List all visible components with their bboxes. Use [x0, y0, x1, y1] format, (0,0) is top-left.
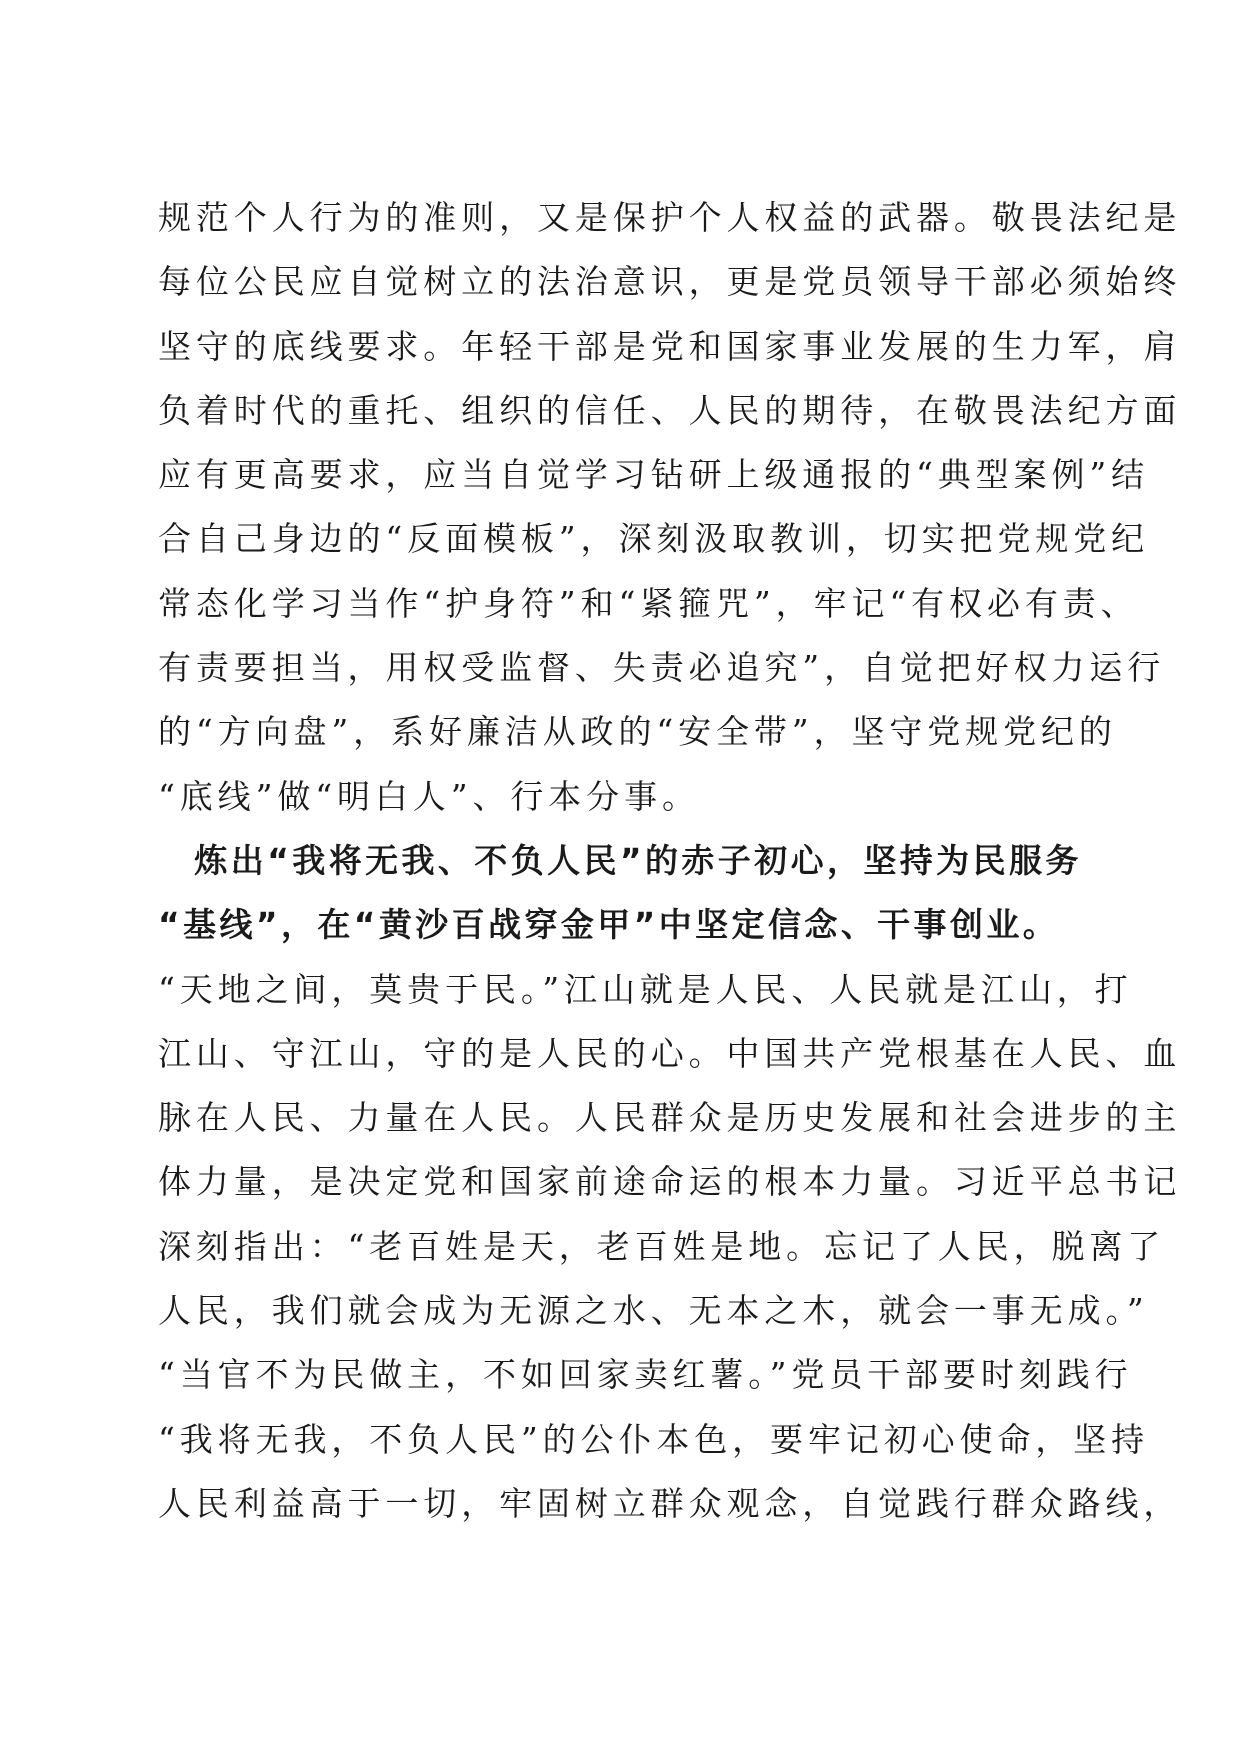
- body-text: [158, 186, 1182, 1536]
- section-heading-line: 炼出“我将无我、不负人民”的赤子初心，坚持为民服务: [158, 840, 1082, 880]
- text-line: 体力量，是决定党和国家前途命运的根本力量。习近平总书记: [158, 1162, 1182, 1202]
- text-line: 深刻指出：“老百姓是天，老百姓是地。忘记了人民，脱离了: [158, 1226, 1166, 1266]
- section-heading-line: “基线”，在“黄沙百战穿金甲”中坚定信念、干事创业。: [158, 905, 1060, 945]
- text-line: 规范个人行为的准则，又是保护个人权益的武器。敬畏法纪是: [158, 198, 1182, 237]
- text-line: “底线”做“明白人”、行本分事。: [158, 776, 700, 816]
- text-line: 每位公民应自觉树立的法治意识，更是党员领导干部必须始终: [158, 262, 1182, 302]
- text-line: 有责要担当，用权受监督、失责必追究”，自觉把好权力运行: [158, 648, 1166, 688]
- text-line: “天地之间，莫贵于民。”江山就是人民、人民就是江山，打: [158, 969, 1133, 1009]
- text-line: “我将无我，不负人民”的公仆本色，要牢记初心使命，坚持: [158, 1419, 1150, 1459]
- text-line: 人民利益高于一切，牢固树立群众观念，自觉践行群众路线，: [158, 1483, 1182, 1523]
- text-line: 江山、守江山，守的是人民的心。中国共产党根基在人民、血: [158, 1033, 1182, 1073]
- text-line: 常态化学习当作“护身符”和“紧箍咒”，牢记“有权必有责、: [158, 583, 1139, 623]
- text-line: “当官不为民做主，不如回家卖红薯。”党员干部要时刻践行: [158, 1355, 1133, 1395]
- text-line: 人民，我们就会成为无源之水、无本之木，就会一事无成。”: [158, 1291, 1149, 1331]
- text-line: 脉在人民、力量在人民。人民群众是历史发展和社会进步的主: [158, 1098, 1182, 1138]
- text-line: 合自己身边的“反面模板”，深刻汲取教训，切实把党规党纪: [158, 519, 1150, 559]
- text-line: 坚守的底线要求。年轻干部是党和国家事业发展的生力军，肩: [158, 326, 1182, 366]
- text-line: 的“方向盘”，系好廉洁从政的“安全带”，坚守党规党纪的: [158, 712, 1117, 752]
- text-line: 应有更高要求，应当自觉学习钻研上级通报的“典型案例”结: [158, 455, 1150, 495]
- text-line: 负着时代的重托、组织的信任、人民的期待，在敬畏法纪方面: [158, 390, 1182, 430]
